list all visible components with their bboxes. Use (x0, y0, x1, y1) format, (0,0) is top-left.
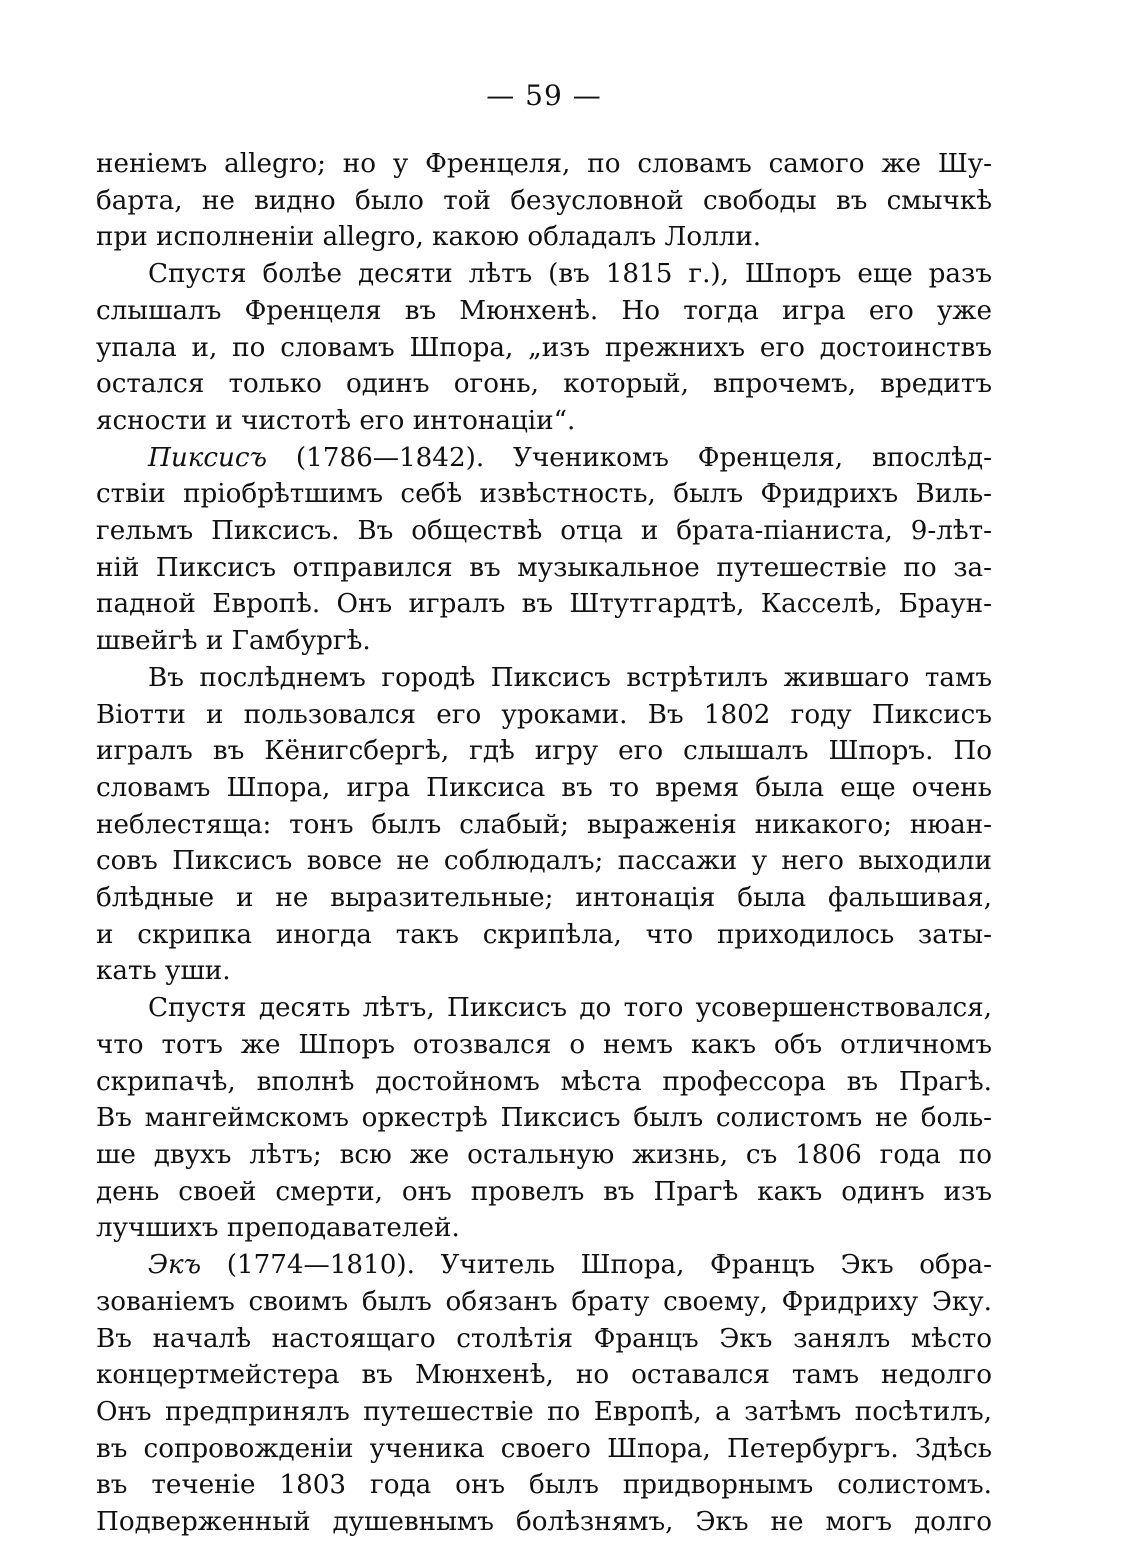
text-line: Въ послѣднемъ городѣ Пиксисъ встрѣтилъ жившаго тамъ (148, 662, 992, 693)
text-line: и скрипка иногда такъ скрипѣла, что приходилось заты- (96, 919, 992, 950)
paragraph-2 (96, 256, 992, 440)
text-line: ствіи пріобрѣтшимъ себѣ извѣстность, былъ Фридрихъ Виль- (96, 479, 992, 510)
text-line: неніемъ allegro; но у Френцеля, по словамъ самого же Шу- (96, 149, 992, 179)
text-line: падной Европѣ. Онъ игралъ въ Штутгардтѣ, Касселѣ, Браун- (96, 589, 992, 620)
text-line: упала и, по словамъ Шпора, „изъ прежнихъ его достоинствъ (96, 332, 992, 363)
text-line: Подверженный душевнымъ болѣзнямъ, Экъ не могъ долго (96, 1507, 992, 1538)
text-line: ясности и чистотѣ его интонаціи“. (96, 405, 576, 436)
page-number: — 59 — (486, 79, 602, 112)
text-line: Спустя болѣе десяти лѣтъ (въ 1815 г.), Шпоръ еще разъ (148, 259, 992, 290)
italic-name-pixis: Пиксисъ (148, 442, 267, 473)
text-line: Въ началѣ настоящаго столѣтія Францъ Экъ занялъ мѣсто (96, 1323, 992, 1354)
text-line: игралъ въ Кёнигсбергѣ, гдѣ игру его слышалъ Шпоръ. По (96, 736, 992, 767)
text-line-rest: (1786—1842). Ученикомъ Френцеля, впослѣд- (267, 442, 992, 473)
text-line: ше двухъ лѣтъ; всю же остальную жизнь, съ 1806 года по (96, 1139, 992, 1170)
text-line: гельмъ Пиксисъ. Въ обществѣ отца и брата-піаниста, 9-лѣт- (96, 516, 992, 547)
italic-name-eck: Экъ (148, 1250, 202, 1281)
text-line: скрипачѣ, вполнѣ достойномъ мѣста профессора въ Прагѣ. (96, 1066, 992, 1097)
text-line: швейгѣ и Гамбургѣ. (96, 626, 371, 657)
text-line: словамъ Шпора, игра Пиксиса въ то время была еще очень (96, 772, 992, 803)
text-line: ній Пиксисъ отправился въ музыкальное путешествіе по за- (96, 552, 992, 583)
text-line: остался только одинъ огонь, который, впрочемъ, вредитъ (96, 369, 992, 400)
text-line: что тотъ же Шпоръ отозвался о немъ какъ объ отличномъ (96, 1029, 992, 1060)
text-line: совъ Пиксисъ вовсе не соблюдалъ; пассажи у него выходили (96, 846, 992, 877)
text-line (96, 1247, 992, 1284)
text-line: Въ мангеймскомъ оркестрѣ Пиксисъ былъ солистомъ не боль- (96, 1103, 992, 1134)
text-line: зованіемъ своимъ былъ обязанъ брату своему, Фридриху Эку. (96, 1286, 992, 1317)
paragraph-4 (96, 660, 992, 990)
paragraph-5 (96, 990, 992, 1247)
text-line: слышалъ Френцеля въ Мюнхенѣ. Но тогда игра его уже (96, 295, 992, 326)
text-line: въ теченіе 1803 года онъ былъ придворнымъ солистомъ. (96, 1470, 992, 1501)
text-line: неблестяща: тонъ былъ слабый; выраженія никакого; нюан- (96, 809, 992, 840)
text-line: въ сопровожденіи ученика своего Шпора, Петербургъ. Здѣсь (96, 1433, 992, 1464)
text-line: кать уши. (96, 956, 231, 987)
paragraph-1 (96, 146, 992, 256)
text-line-rest: (1774—1810). Учитель Шпора, Францъ Экъ обра- (201, 1250, 992, 1281)
text-line (96, 440, 992, 477)
text-line: при исполненіи allegro, какою обладалъ Лолли. (96, 222, 762, 253)
book-page (96, 78, 992, 1541)
paragraph-6 (96, 1247, 992, 1541)
text-line: Спустя десять лѣтъ, Пиксисъ до того усовершенствовался, (148, 993, 992, 1024)
paragraph-3 (96, 440, 992, 660)
text-line: блѣдные и не выразительные; интонація была фальшивая, (96, 883, 992, 914)
text-line: лучшихъ преподавателей. (96, 1213, 460, 1244)
text-line: концертмейстера въ Мюнхенѣ, но оставался тамъ недолго (96, 1360, 992, 1391)
text-line: день своей смерти, онъ провелъ въ Прагѣ какъ одинъ изъ (96, 1176, 992, 1207)
text-line: барта, не видно было той безусловной свободы въ смычкѣ (96, 185, 992, 216)
text-line: Онъ предпринялъ путешествіе по Европѣ, а затѣмъ посѣтилъ, (96, 1396, 992, 1427)
text-line: Віотти и пользовался его уроками. Въ 1802 году Пиксисъ (96, 699, 992, 730)
